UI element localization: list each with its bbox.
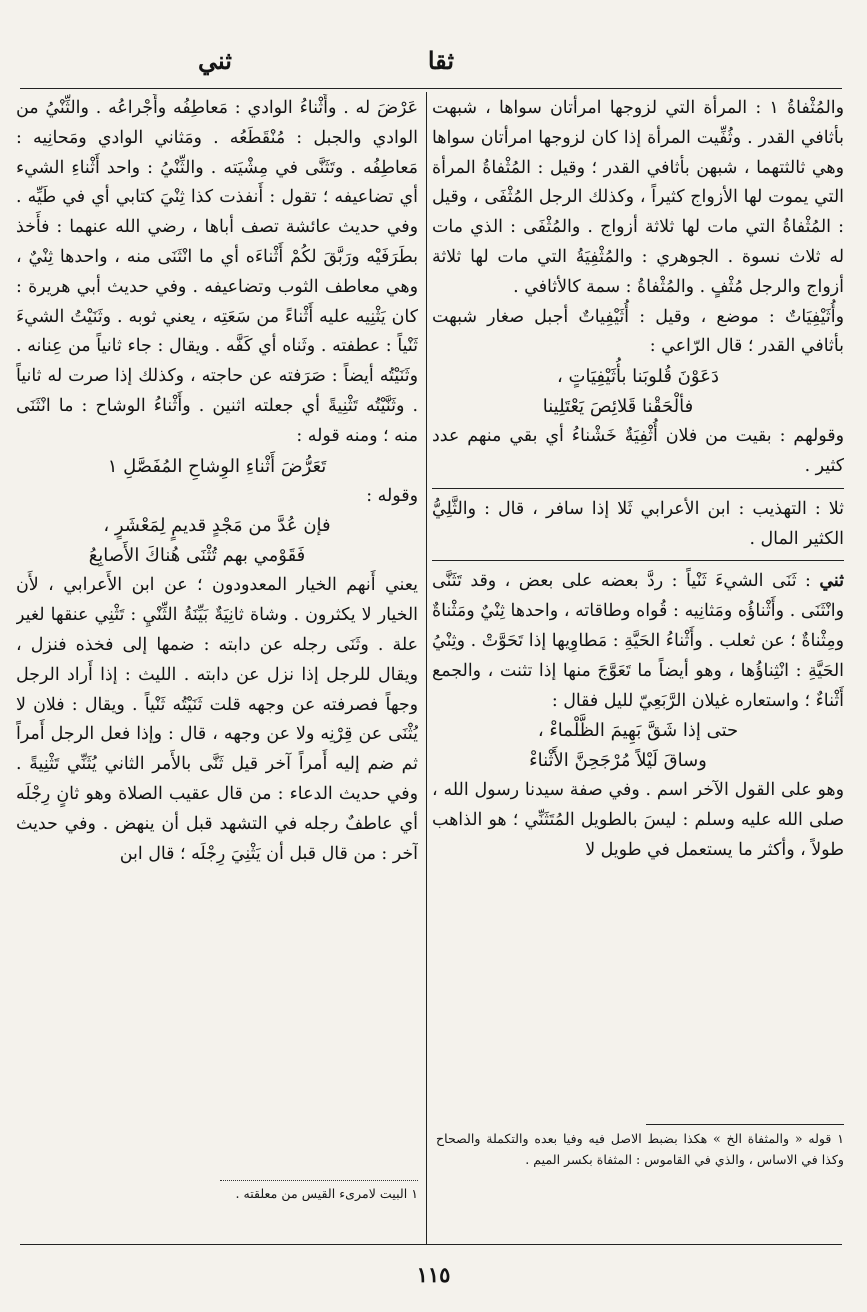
verse-line: حتى إذا شَقَّ بَهِيمَ الظَّلْماءْ ، [537, 720, 739, 742]
entry-text: يعني أَنهم الخيار المعدودون ؛ عن ابن الأَعرابي ، لأَن الخيار لا يكثرون . وشاة ثانِيَةٌ بَيِّنَةُ الثِّنْيِ : تَثْنِي عنقها لغير علة . وثَنَى رجله عن دابته : ضمها إلى فخذه فنزل ، ويقال للرجل إذا نزل عن دابته . الليث : إذا أَراد الرجل وجهاً فصرفته عن وجهه قلت ثَنَيْتُه ثَنْياً . ويقال : فلان لا يُثْنَى عن قِرْنِه ولا عن وجهه ، قال : وإذا فعل الرجل أَمراً ثم ضم إليه أَمراً آخر قيل ثَنَّى بالأَمر الثاني يُثَنِّي تَثْنِيةً . وفي حديث الدعاء : من قال عقيب الصلاة وهو ثانٍ رِجْلَه أي عاطفٌ رجله في التشهد قبل أن ينهض . وفي حديث آخر : من قال قبل أن يَثْنِيَ رِجْلَه ؛ قال ابن [16, 575, 418, 864]
entry-thala: ثلا : التهذيب : ابن الأعرابي ثَلا إذا سافر ، قال : والثَّلِيُّ الكثير المال . [432, 498, 844, 549]
footnote-rule [220, 1180, 418, 1181]
headword: ثني [819, 571, 844, 592]
entry-text: عَرْضَ له . وأَثْناءُ الوادي : مَعاطِفُه وأَجْراعُه . والثِّنْيُ من الوادي والجبل : مُنْقَطَعُه . ومَثاني الوادي ومَحانِيه : مَعاطِفُه . وتَثَنَّى في مِشْيَته . والثِّنْيُ : واحد أَثْناءِ الشيء أي تضاعيفه ؛ تقول : أَنفذت كذا ثِنْيَ كتابي أي في طَيِّه . وفي حديث عائشة تصف أباها ، رضي الله عنهما : فأَخذ بطَرَفَيْه ورَبَّقَ لكُمْ أَثْناءَه أي ما انْثَنَى منه ، واحدها ثِنْيٌ ، وهي معاطف الثوب وتضاعيفه . وفي حديث أبي هريرة : كان يَثْنِيه عليه أَثْناءً من سَعَتِه ، يعني ثوبه . وثَنَيْتُ الشيءَ ثَنْياً : عطفته . وثَناه أي كَفَّه . ويقال : جاء ثانياً من عِنانه . وثَنَيْتُه أيضاً : صَرَفته عن حاجته ، وكذلك إذا صرت له ثانياً . وثَنَّيْتُه تَثْنِيةً أي جعلته اثنين . وأَثْناءُ الوشاح : ما انْثَنَى منه ؛ ومنه قوله : [16, 98, 418, 446]
running-header-right: ثقا [427, 46, 454, 75]
column-divider [426, 92, 427, 1244]
footnote-right: ١ قوله « والمثفاة الخ » هكذا بضبط الاصل فيه وفيا بعده والتكملة والصحاح وكذا في الاساس ، والذي في القاموس : المثفاة بكسر الميم . [436, 1131, 844, 1167]
bottom-rule [20, 1244, 842, 1245]
verse-line: وساقَ لَيْلاً مُرْجَحِنَّ الأَثْناءْ [529, 750, 707, 772]
footnote-rule [646, 1124, 844, 1125]
top-rule [20, 88, 842, 89]
entry-separator [432, 560, 844, 561]
page-number: ١١٥ [416, 1262, 451, 1287]
running-header-left: ثني [198, 46, 232, 75]
entry-separator [432, 488, 844, 489]
verse-line: فإن عُدَّ من مَجْدٍ قديمٍ لِمَعْشَرٍ ، [103, 515, 331, 537]
verse-line: دَعَوْنَ قُلوبَنا بأُثَيْفِيَاتٍ ، [557, 366, 719, 388]
entry-text: ثَنَى الشيءَ ثَنْياً : ردَّ بعضه على بعض ، وقد تَثَنَّى وانْثَنَى . وأَثْناؤُه ومَثانِيه : قُواه وطاقاته ، واحدها ثِنْيٌ ومَثْناةٌ ومِثْناةٌ ؛ عن ثعلب . وأَثْناءُ الحَيَّةِ : مَطاوِيها إذا تَحَوَّتْ . وثِنْيُ الحَيَّةِ : انْثِناؤُها ، وهو أيضاً ما تَعَوَّجَ منها إذا تثنت ، والجمع أَثْناءٌ ؛ واستعاره غيلان الرَّبَعِيّ لليل فقال : [432, 571, 844, 711]
entry-thana: ثني : ثَنَى الشيءَ ثَنْياً : ردَّ بعضه على بعض ، وقد تَثَنَّى وانْثَنَى . وأَثْناؤُه ومَثانِيه : قُواه وطاقاته ، واحدها ثِنْيٌ ومَثْناةٌ ومِثْناةٌ ؛ عن ثعلب . وأَثْناءُ الحَيَّةِ : مَطاوِيها إذا تَحَوَّتْ . وثِنْيُ الحَيَّةِ : انْثِناؤُها ، وهو أيضاً ما تَعَوَّجَ منها إذا تثنت ، والجمع أَثْناءٌ ؛ واستعاره غيلان الرَّبَعِيّ لليل فقال : [432, 571, 844, 711]
entry-text: وقوله : [366, 485, 418, 506]
left-column [16, 94, 418, 1148]
verse-line: تَعَرُّضَ أَثْناءِ الوِشاحِ المُفَصَّلِ ١ [107, 455, 327, 477]
entry-text: وقولهم : بقيت من فلان أُثْفِيَةٌ خَشْناءُ أي بقي منهم عدد كثير . [432, 426, 844, 476]
right-column [432, 94, 844, 1120]
entry-text: وهو على القول الآخر اسم . وفي صفة سيدنا رسول الله ، صلى الله عليه وسلم : ليسَ بالطويل المُتَثَنِّي ؛ هو الذاهب طولاً ، وأكثر ما يستعمل في طويل لا [432, 780, 844, 860]
entry-text: والمُثْفاةُ ١ : المرأة التي لزوجها امرأتان سواها ، شبهت بأثافي القدر . وثُفِّيت المرأة إذا كان لزوجها امرأتان سواها وهي ثالثتهما ، شبهن بأثافي القدر ؛ وقيل : المُثْفاةُ المرأة التي يموت لها الأزواج كثيراً ، وكذلك الرجل المُثْفَى ، وقيل : المُثْفاةُ التي مات لها ثلاثة أزواج . والمُثْفَى : الذي مات له ثلاث نسوة . الجوهري : والمُثْفِيَةُ التي مات لها ثلاثة أزواج والرجل مُثْفٍ . والمُثْفاةُ : سمة كالأثافي . [432, 98, 844, 297]
verse-line: فَقَوْمي بهم تُثْنَى هُناكَ الأَصابِعُ [88, 545, 306, 567]
entry-text: وأُثَيْفِيَاتٌ : موضع ، وقيل : أُثَيْفِياتٌ أجبل صغار شبهت بأثافي القدر ؛ قال الرّاعي : [432, 306, 844, 357]
verse-line: فألْحَقْنا قَلائِصَ يَعْتَلِينا [542, 396, 694, 418]
footnote-left: ١ البيت لامرىء القيس من معلقته . [235, 1186, 418, 1201]
